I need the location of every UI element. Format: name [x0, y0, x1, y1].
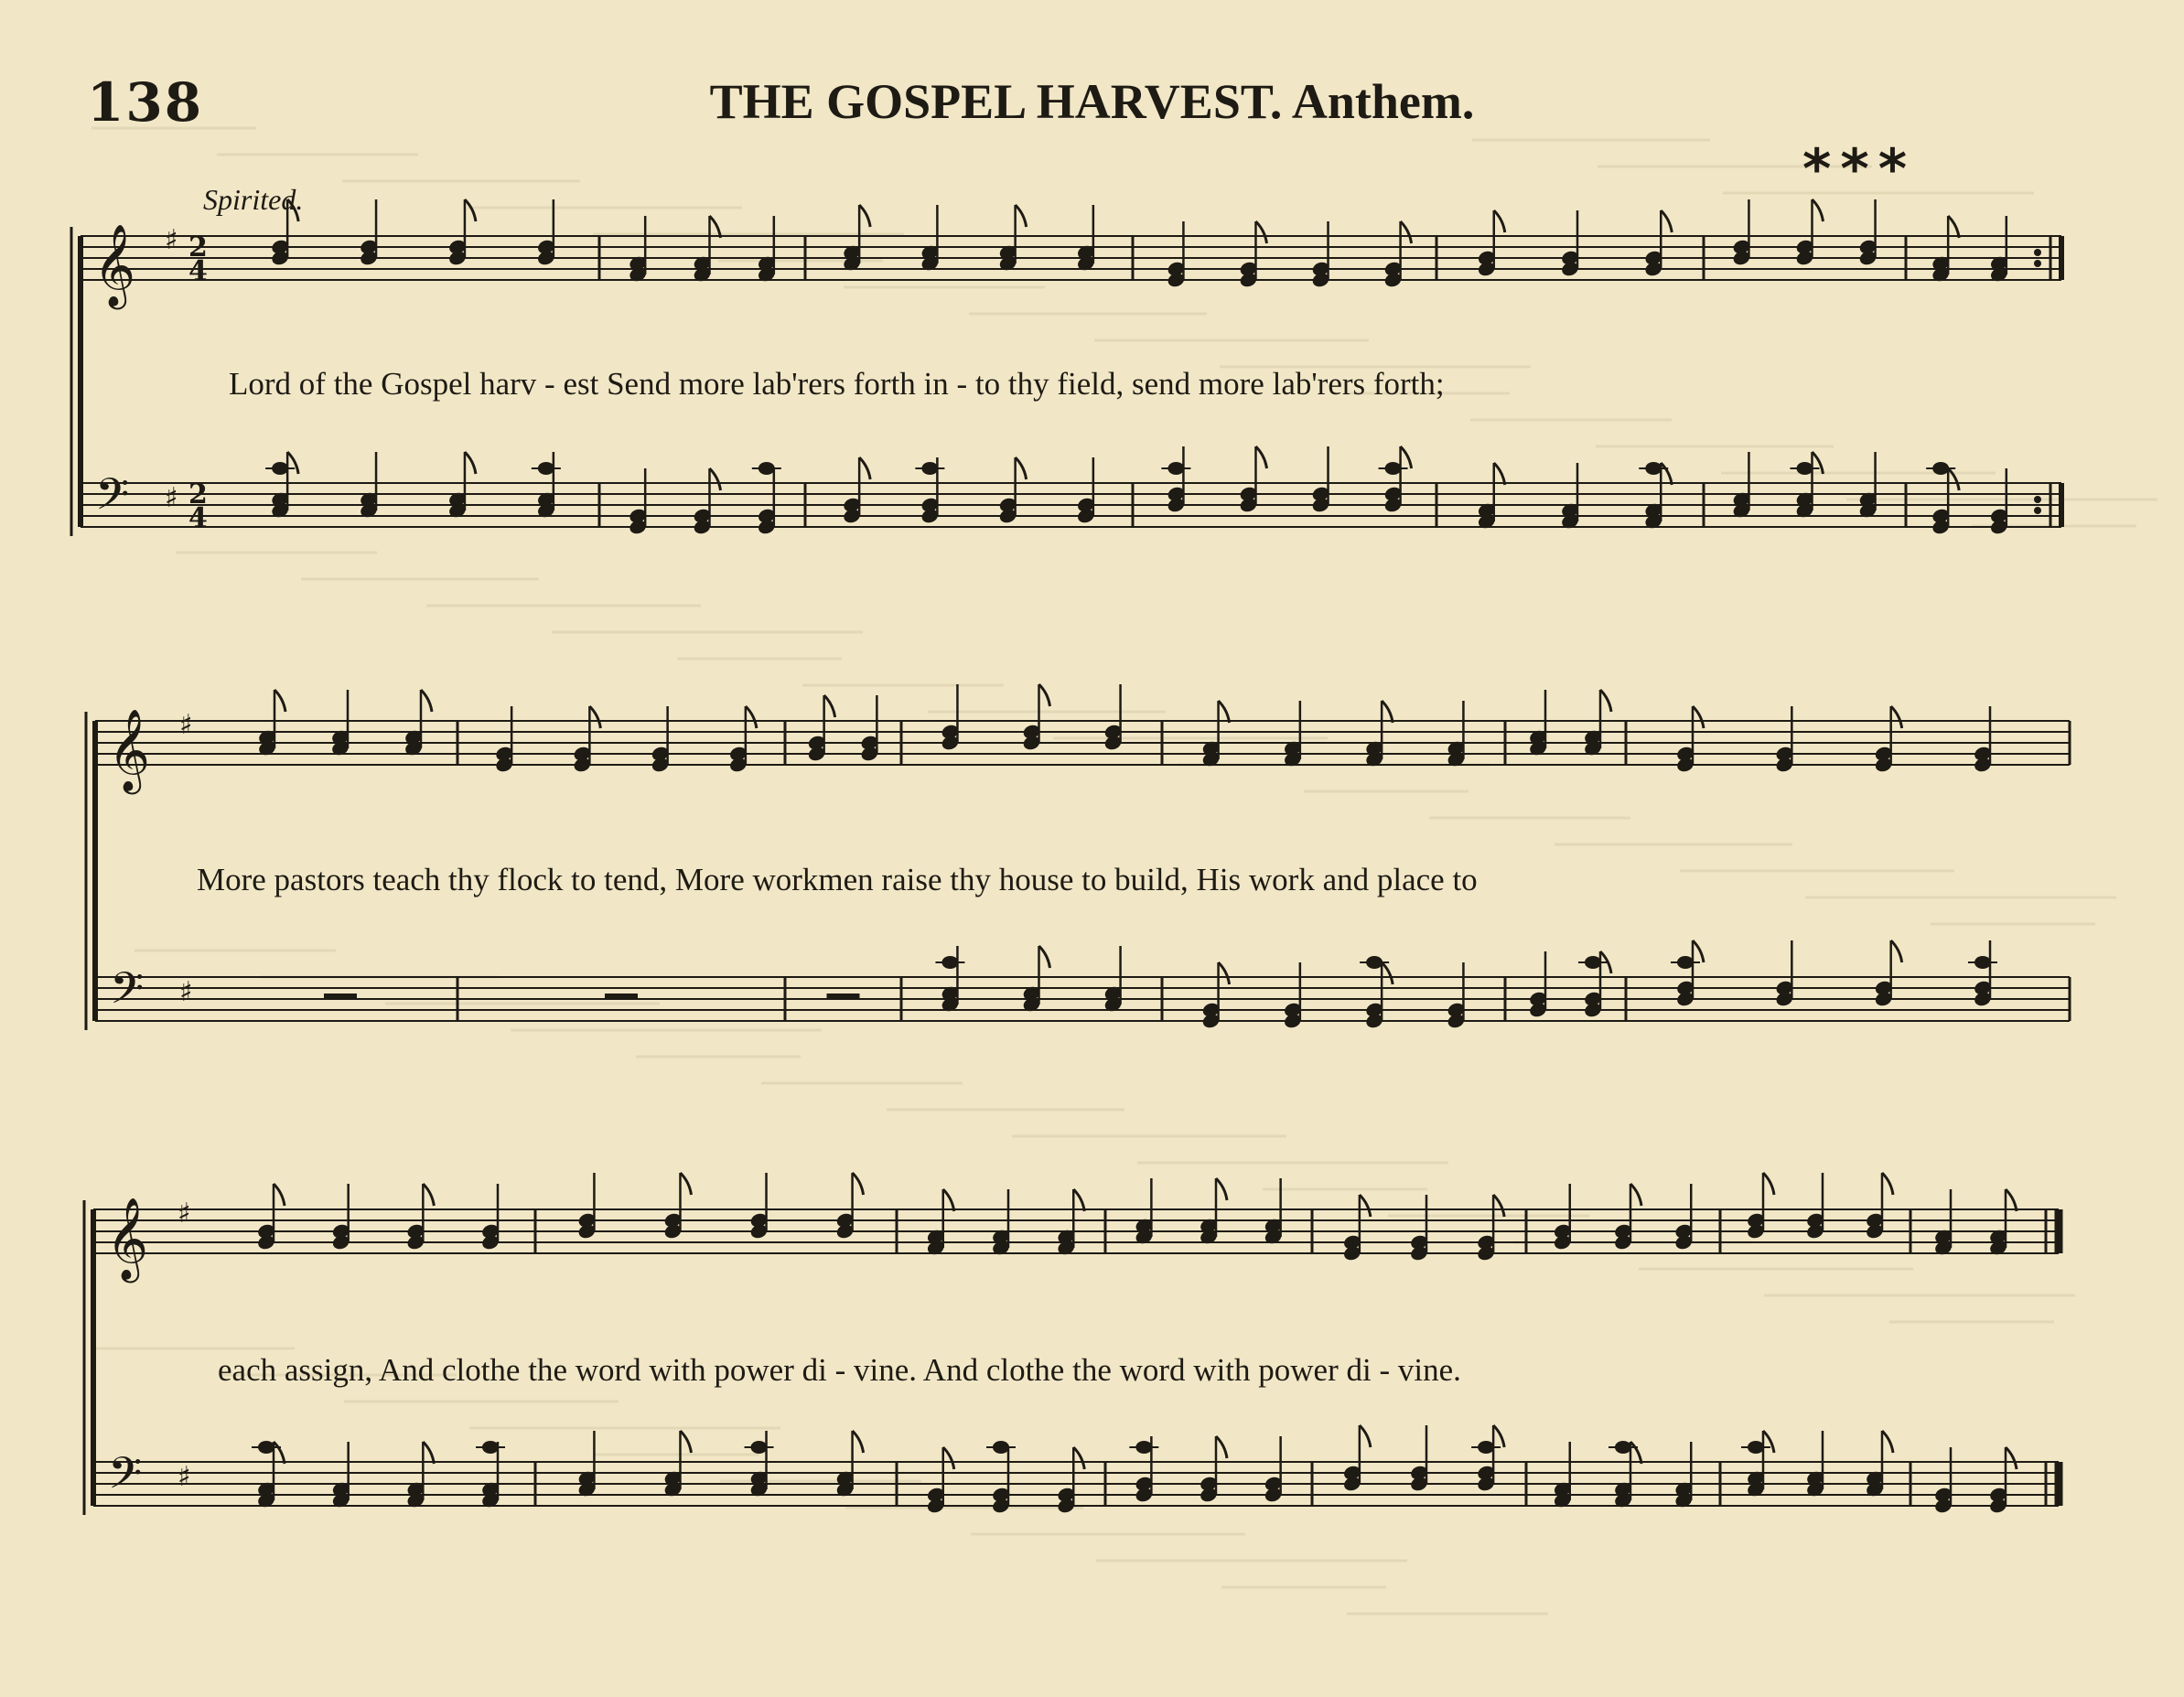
note-flag [1813, 452, 1824, 474]
treble-clef-icon: 𝄞 [106, 1198, 149, 1280]
treble-clef-icon: 𝄞 [108, 709, 151, 791]
note-flag [287, 452, 298, 474]
note-flag [1882, 1173, 1893, 1195]
treble-clef-icon: 𝄞 [93, 224, 136, 306]
note-flag [423, 1442, 434, 1464]
note-flag [423, 1184, 434, 1206]
note-flag [710, 468, 721, 490]
key-sharp-icon: ♯ [178, 1198, 191, 1230]
note-flag [824, 695, 835, 717]
bass-clef-icon: 𝄢 [95, 468, 130, 531]
note-flag [1948, 216, 1959, 238]
note-flag [1693, 706, 1704, 728]
note-flag [1661, 463, 1672, 485]
note-flag [465, 452, 476, 474]
note-flag [1693, 940, 1704, 962]
note-flag [274, 1442, 285, 1464]
key-sharp-icon: ♯ [165, 224, 178, 256]
page-title: THE GOSPEL HARVEST. Anthem. [709, 74, 1475, 129]
note-flag [1600, 690, 1611, 712]
key-sharp-icon: ♯ [179, 709, 193, 741]
note-flag [680, 1173, 691, 1195]
note-flag [1494, 210, 1505, 232]
note-flag [1493, 1195, 1504, 1217]
note-flag [1891, 706, 1902, 728]
bass-clef-icon: 𝄢 [110, 962, 145, 1025]
note-flag [1360, 1195, 1371, 1217]
note-flag [859, 457, 870, 479]
time-signature-top: 2 [188, 478, 208, 510]
tempo-marking: Spirited. [203, 183, 304, 216]
bass-clef-icon: 𝄢 [108, 1447, 143, 1509]
note-flag [1219, 701, 1230, 723]
note-flag [1016, 457, 1027, 479]
note-flag [746, 706, 757, 728]
note-flag [859, 205, 870, 227]
repeat-dot [2034, 249, 2041, 256]
note-flag [421, 690, 432, 712]
repeat-dot [2034, 496, 2041, 503]
note-flag [1219, 962, 1230, 984]
repeat-dot [2034, 507, 2041, 514]
note-flag [589, 706, 600, 728]
half-rest [324, 993, 357, 1000]
note-flag [2006, 1447, 2017, 1469]
note-flag [1401, 446, 1412, 468]
note-flag [1494, 463, 1505, 485]
note-flag [680, 1431, 691, 1453]
lyrics-line-3: each assign, And clothe the word with power di - vine. And clothe the word with power di - vine. [218, 1352, 1461, 1388]
page-number: 138 [87, 71, 204, 134]
note-flag [1255, 221, 1266, 243]
note-flag [1630, 1442, 1641, 1464]
note-flag [1016, 205, 1027, 227]
note-flag [1401, 221, 1412, 243]
note-flag [1891, 940, 1902, 962]
half-rest [605, 993, 638, 1000]
note-flag [465, 199, 476, 221]
note-flag [1382, 962, 1393, 984]
note-flag [274, 1184, 285, 1206]
lyrics-line-1: Lord of the Gospel harv - est Send more lab'rers forth in - to thy field, send more lab'rers forth; [229, 366, 1445, 402]
key-sharp-icon: ♯ [165, 482, 178, 514]
note-flag [853, 1173, 864, 1195]
note-flag [1255, 446, 1266, 468]
asterisk-mark: *** [1802, 137, 1917, 201]
repeat-dot [2034, 260, 2041, 267]
note-flag [1039, 946, 1050, 968]
note-flag [1039, 684, 1050, 706]
key-sharp-icon: ♯ [179, 976, 193, 1008]
note-flag [1813, 199, 1824, 221]
note-flag [1763, 1173, 1774, 1195]
note-flag [274, 690, 285, 712]
note-flag [1216, 1436, 1227, 1458]
note-flag [943, 1447, 954, 1469]
note-flag [943, 1189, 954, 1211]
note-flag [1882, 1431, 1893, 1453]
time-signature-bottom: 4 [188, 255, 208, 287]
note-flag [853, 1431, 864, 1453]
note-flag [1360, 1425, 1371, 1447]
half-rest [827, 993, 860, 1000]
note-flag [1630, 1184, 1641, 1206]
note-flag [1763, 1431, 1774, 1453]
note-flag [2006, 1189, 2017, 1211]
note-flag [1073, 1447, 1084, 1469]
note-flag [1493, 1425, 1504, 1447]
time-signature-bottom: 4 [188, 502, 208, 534]
note-flag [1216, 1178, 1227, 1200]
time-signature-top: 2 [188, 231, 208, 263]
note-flag [1382, 701, 1393, 723]
lyrics-line-2: More pastors teach thy flock to tend, More workmen raise thy house to build, His work and place to [197, 862, 1478, 897]
note-flag [1661, 210, 1672, 232]
note-flag [1073, 1189, 1084, 1211]
key-sharp-icon: ♯ [178, 1461, 191, 1493]
